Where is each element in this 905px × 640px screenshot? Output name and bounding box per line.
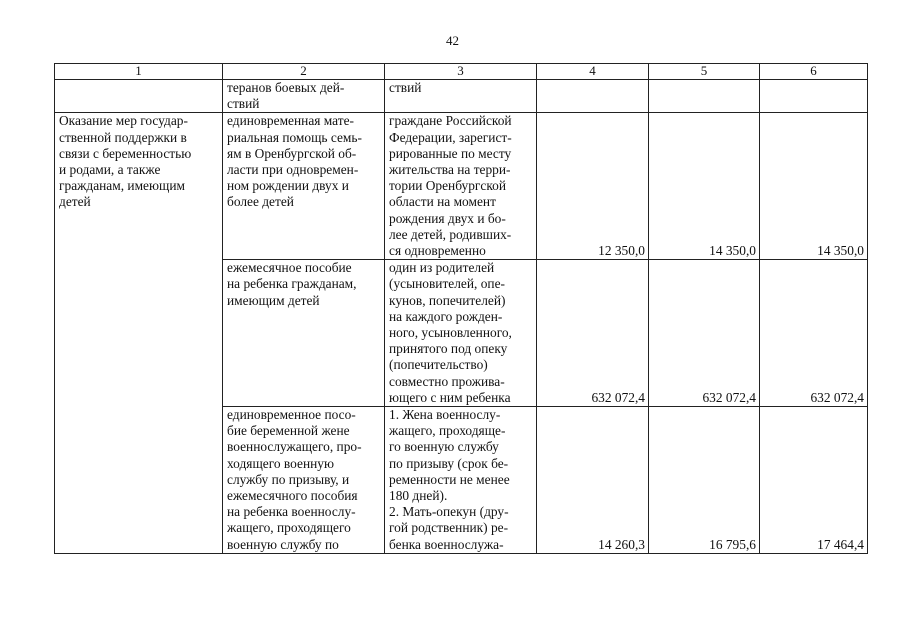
cell-text-line: ственной поддержки в xyxy=(59,129,187,145)
value-col4-cell: 632 072,4 xyxy=(537,260,649,407)
cell-text-line: ющего с ним ребенка xyxy=(389,389,511,405)
value-col4-cell xyxy=(537,80,649,113)
column-number: 6 xyxy=(760,64,868,80)
cell-text-line: и родами, а также xyxy=(59,162,161,178)
cell-text-line: ременности не менее xyxy=(389,471,510,487)
cell-text-line: ласти при одновремен- xyxy=(227,162,359,178)
cell-text-line: на каждого рожден- xyxy=(389,308,503,324)
cell-text-line: службу по призыву, и xyxy=(227,471,350,487)
cell-text-line: по призыву (срок бе- xyxy=(389,455,509,471)
cell-text-line: связи с беременностью xyxy=(59,145,192,161)
cell-text-line: жащего, проходящего xyxy=(227,520,351,536)
cell-text-line: ствий xyxy=(389,80,422,95)
column-number-row xyxy=(55,64,868,80)
value-col5-cell: 14 350,0 xyxy=(649,113,760,260)
value-col6-cell: 632 072,4 xyxy=(760,260,868,407)
budget-table xyxy=(54,63,868,554)
payment-type-cell xyxy=(223,407,385,554)
cell-text-line: бие беременной жене xyxy=(227,423,350,439)
cell-text-line: детей xyxy=(59,194,91,210)
value-col5-cell xyxy=(649,80,760,113)
cell-text-line: единовременная мате- xyxy=(227,113,355,129)
cell-text-line: 1. Жена военнослу- xyxy=(389,407,501,423)
cell-text-line: го военную службу xyxy=(389,439,499,455)
measure-cell xyxy=(55,80,223,113)
cell-text-line: гой родственник) ре- xyxy=(389,520,509,536)
cell-text-line: ям в Оренбургской об- xyxy=(227,145,357,161)
value-col6-cell: 14 350,0 xyxy=(760,113,868,260)
cell-text-line: рированные по месту xyxy=(389,145,512,161)
cell-text-line: ежемесячное пособие xyxy=(227,260,352,276)
cell-text-line: (попечительство) xyxy=(389,357,488,373)
cell-text-line: имеющим детей xyxy=(227,292,320,308)
payment-type-cell xyxy=(223,260,385,407)
cell-text-line: граждане Российской xyxy=(389,113,512,129)
cell-text-line: совместно прожива- xyxy=(389,373,505,389)
value-col4-cell: 14 260,3 xyxy=(537,407,649,554)
cell-text-line: теранов боевых дей- xyxy=(227,80,345,95)
cell-text-line: ствий xyxy=(227,96,260,112)
measure-cell xyxy=(55,113,223,553)
cell-text-line: на ребенка военнослу- xyxy=(227,504,356,520)
value-col6-cell xyxy=(760,80,868,113)
value-col5-cell: 16 795,6 xyxy=(649,407,760,554)
cell-text-line: рождения двух и бо- xyxy=(389,210,506,226)
cell-text-line: на ребенка гражданам, xyxy=(227,276,357,292)
value-col6-cell: 17 464,4 xyxy=(760,407,868,554)
recipients-cell xyxy=(385,80,537,113)
cell-text-line: жащего, проходяще- xyxy=(389,423,506,439)
cell-text-line: принятого под опеку xyxy=(389,341,508,357)
payment-type-cell xyxy=(223,113,385,260)
cell-text-line: единовременное посо- xyxy=(227,407,356,423)
cell-text-line: риальная помощь семь- xyxy=(227,129,362,145)
cell-text-line: 2. Мать-опекун (дру- xyxy=(389,504,509,520)
cell-text-line: ном рождении двух и xyxy=(227,178,349,194)
column-number: 2 xyxy=(223,64,385,80)
recipients-cell xyxy=(385,407,537,554)
cell-text-line: военнослужащего, про- xyxy=(227,439,362,455)
cell-text-line: 180 дней). xyxy=(389,488,448,504)
column-number: 5 xyxy=(649,64,760,80)
recipients-cell xyxy=(385,113,537,260)
cell-text-line: жительства на терри- xyxy=(389,162,511,178)
cell-text-line: (усыновителей, опе- xyxy=(389,276,505,292)
table-row xyxy=(55,80,868,113)
page-number: 42 xyxy=(446,33,459,48)
cell-text-line: лее детей, родивших- xyxy=(389,226,512,242)
cell-text-line: один из родителей xyxy=(389,260,495,276)
cell-text-line: бенка военнослужа- xyxy=(389,536,504,552)
cell-text-line: Федерации, зарегист- xyxy=(389,129,512,145)
cell-text-line: военную службу по xyxy=(227,536,339,552)
cell-text-line: гражданам, имеющим xyxy=(59,178,185,194)
cell-text-line: более детей xyxy=(227,194,294,210)
column-number: 4 xyxy=(537,64,649,80)
value-col5-cell: 632 072,4 xyxy=(649,260,760,407)
cell-text-line: кунов, попечителей) xyxy=(389,292,506,308)
column-number: 1 xyxy=(55,64,223,80)
table-row xyxy=(55,113,868,260)
cell-text-line: области на момент xyxy=(389,194,496,210)
value-col4-cell: 12 350,0 xyxy=(537,113,649,260)
cell-text-line: ходящего военную xyxy=(227,455,334,471)
cell-text-line: Оказание мер государ- xyxy=(59,113,188,129)
recipients-cell xyxy=(385,260,537,407)
payment-type-cell xyxy=(223,80,385,113)
cell-text-line: ся одновременно xyxy=(389,243,486,259)
cell-text-line: ежемесячного пособия xyxy=(227,488,358,504)
column-number: 3 xyxy=(385,64,537,80)
cell-text-line: ного, усыновленного, xyxy=(389,325,512,341)
cell-text-line: тории Оренбургской xyxy=(389,178,507,194)
